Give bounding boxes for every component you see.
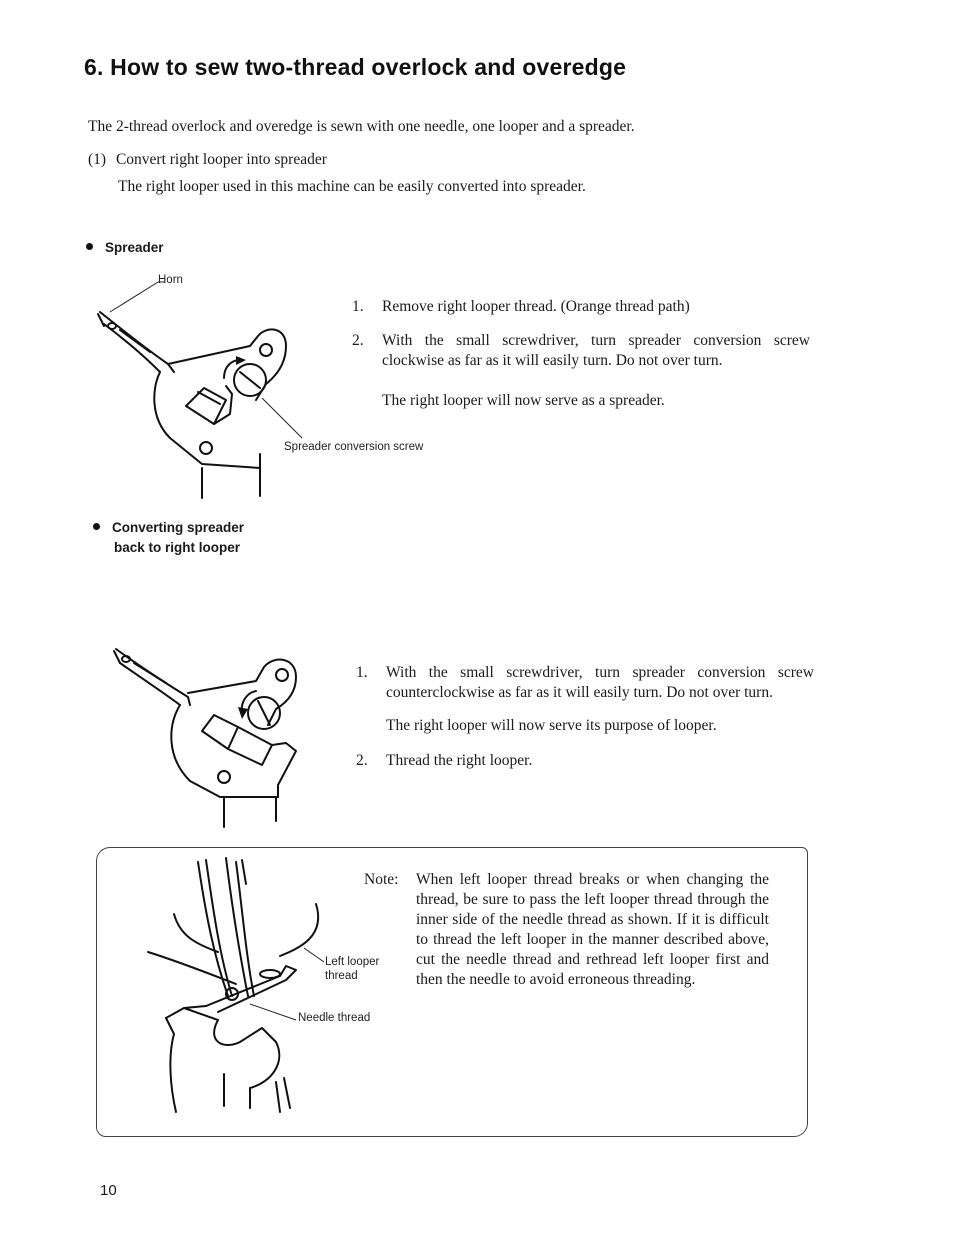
intro-paragraph: The 2-thread overlock and overedge is sewn with one needle, one looper and a spreader. xyxy=(88,118,635,135)
subsection-title: Convert right looper into spreader xyxy=(115,151,327,168)
bullet-dot xyxy=(93,523,100,530)
step-number: 2. xyxy=(352,332,364,349)
converting-heading-line2: back to right looper xyxy=(114,540,241,555)
note-label: Note: xyxy=(364,871,399,888)
converting-heading xyxy=(93,518,244,558)
threading-figure xyxy=(140,856,340,1118)
step-text: Thread the right looper. xyxy=(386,752,533,769)
step-number: 2. xyxy=(356,752,368,769)
converting-result: The right looper will now serve its purpose of looper. xyxy=(386,717,717,734)
spreader-heading xyxy=(86,238,164,258)
label-line: thread xyxy=(325,970,358,982)
step-text: With the small screwdriver, turn spreader conversion screw counterclockwise as far as it will easily turn. Do not over turn. xyxy=(386,664,814,701)
label-line: Left looper xyxy=(325,956,380,968)
step-number: 1. xyxy=(356,664,368,681)
converting-step-2 xyxy=(356,751,656,771)
screw-label: Spreader conversion screw xyxy=(284,441,424,453)
subsection-marker: (1) xyxy=(88,151,107,168)
spreader-heading-label: Spreader xyxy=(105,240,164,255)
converting-step-1 xyxy=(356,663,814,703)
looper-figure xyxy=(110,645,310,830)
needle-threading-illustration xyxy=(140,856,340,1118)
step-text: Remove right looper thread. (Orange thread path) xyxy=(382,298,690,315)
needle-thread-label: Needle thread xyxy=(298,1012,371,1024)
subsection-heading xyxy=(88,150,327,170)
note-text: When left looper thread breaks or when changing the thread, be sure to pass the left looper thread through the inner side of the needle thread as shown. If it is difficult to thread the left looper in the manner described above, cut the needle thread and rethread left looper first and then the needle to avoid erroneous threading. xyxy=(416,871,769,988)
spreader-step xyxy=(352,297,810,317)
subsection-description: The right looper used in this machine can be easily converted into spreader. xyxy=(118,178,586,195)
bullet-dot xyxy=(86,243,93,250)
spreader-steps xyxy=(352,297,810,381)
spreader-step xyxy=(352,331,810,371)
looper-restored-illustration xyxy=(110,645,310,830)
step-number: 1. xyxy=(352,298,364,315)
page-title: 6. How to sew two-thread overlock and overedge xyxy=(84,54,627,80)
spreader-result: The right looper will now serve as a spreader. xyxy=(382,392,665,409)
page-number: 10 xyxy=(100,1182,117,1199)
horn-label: Horn xyxy=(158,274,183,286)
converting-heading-line1: Converting spreader xyxy=(112,520,245,535)
left-looper-thread-label xyxy=(325,955,379,983)
step-text: With the small screwdriver, turn spreader conversion screw clockwise as far as it will easily turn. Do not over turn. xyxy=(382,332,810,369)
